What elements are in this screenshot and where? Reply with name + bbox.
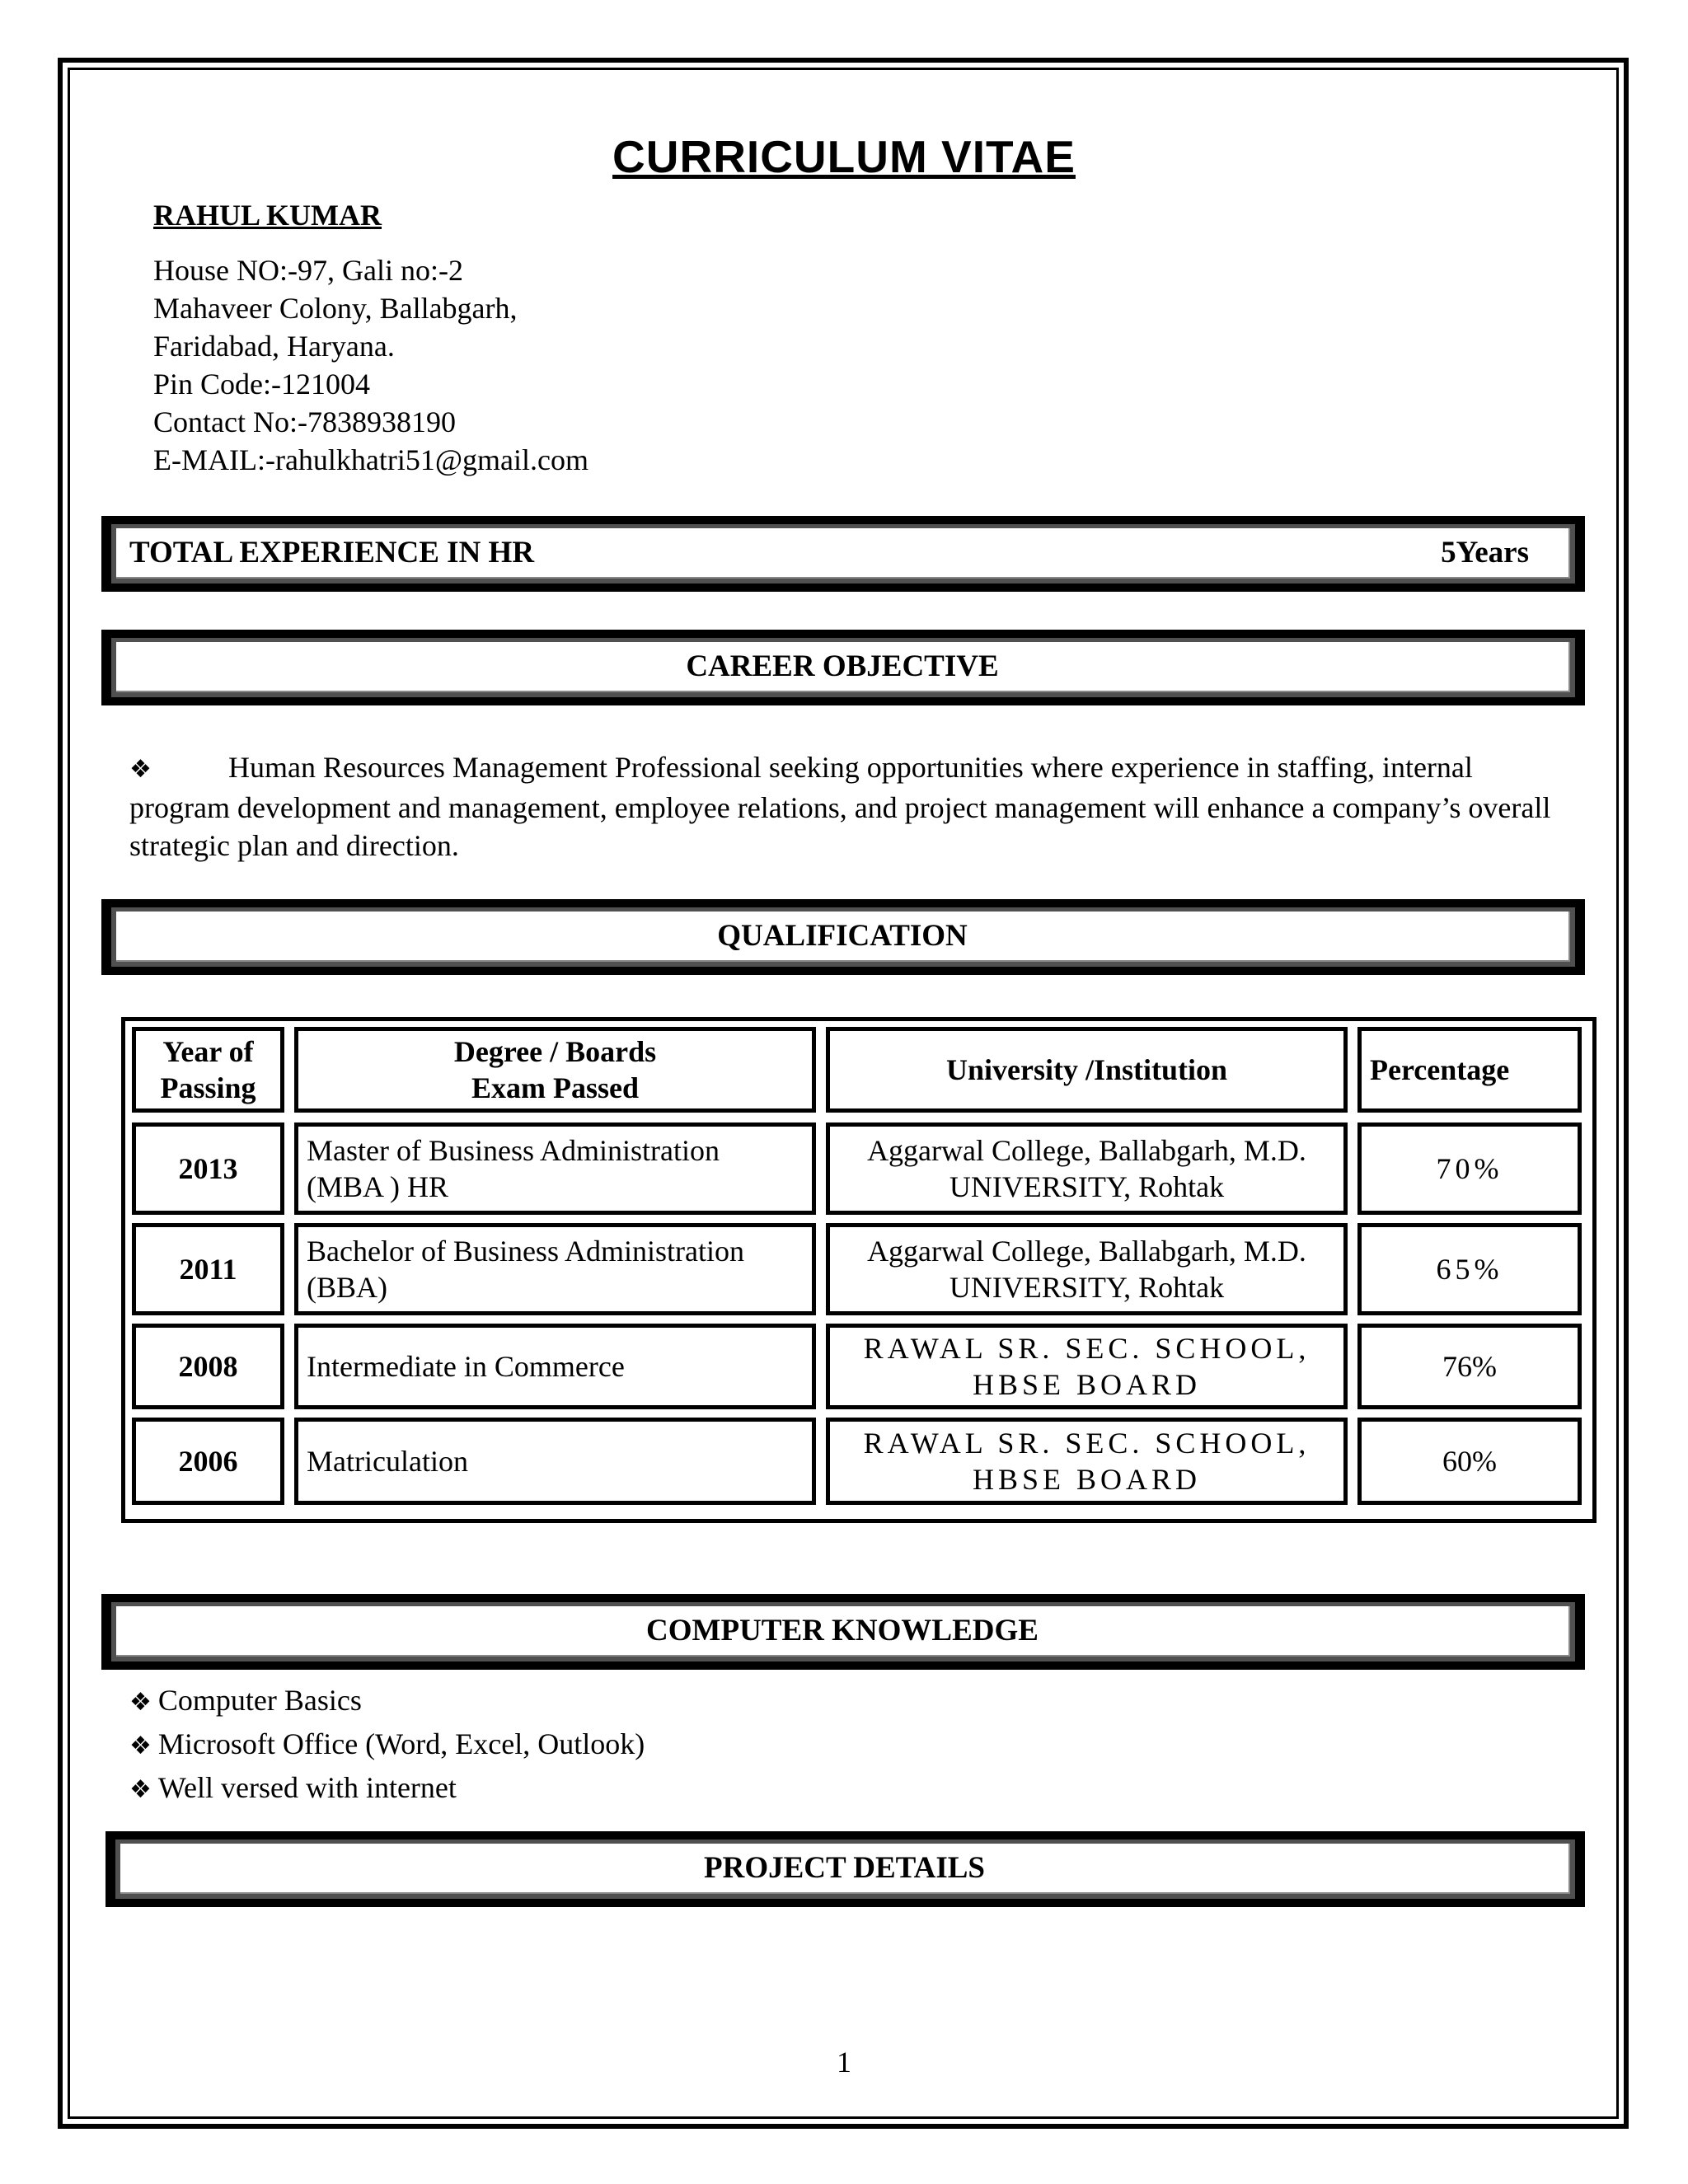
address-line: Faridabad, Haryana.: [153, 330, 395, 363]
header-university: University /Institution: [826, 1027, 1348, 1113]
pin-code: Pin Code:-121004: [153, 368, 371, 401]
row-percentage: 65%: [1357, 1223, 1582, 1315]
qualification-heading-bar: [101, 899, 1585, 975]
project-details-heading: PROJECT DETAILS: [120, 1844, 1570, 1894]
project-details-heading-bar: [106, 1831, 1585, 1907]
address-line: House NO:-97, Gali no:-2: [153, 254, 463, 287]
experience-label: TOTAL EXPERIENCE IN HR: [129, 536, 535, 569]
document-title: CURRICULUM VITAE: [612, 131, 1076, 182]
header-degree: Degree / Boards Exam Passed: [294, 1027, 816, 1113]
header-percentage: Percentage: [1357, 1027, 1582, 1113]
diamond-bullet-icon: ❖: [129, 1775, 152, 1804]
computer-knowledge-list: [129, 1680, 645, 1811]
list-item: ❖ Computer Basics: [129, 1684, 362, 1717]
row-institution: RAWAL SR. SEC. SCHOOL, HBSE BOARD: [826, 1324, 1348, 1409]
row-percentage: 76%: [1357, 1324, 1582, 1409]
career-objective-text: [129, 748, 1555, 865]
row-degree: Intermediate in Commerce: [294, 1324, 816, 1409]
header-year: Year of Passing: [132, 1027, 284, 1113]
row-degree: Bachelor of Business Administration (BBA): [294, 1223, 816, 1315]
row-institution: Aggarwal College, Ballabgarh, M.D. UNIVERSITY, Rohtak: [826, 1122, 1348, 1215]
career-objective-heading-bar: [101, 630, 1585, 705]
row-degree: Matriculation: [294, 1418, 816, 1505]
row-year: 2006: [132, 1418, 284, 1505]
computer-knowledge-heading-bar: [101, 1594, 1585, 1670]
experience-bar: [101, 516, 1585, 592]
page-number: 1: [837, 2046, 851, 2079]
row-institution: RAWAL SR. SEC. SCHOOL, HBSE BOARD: [826, 1418, 1348, 1505]
address-line: Mahaveer Colony, Ballabgarh,: [153, 292, 518, 325]
qualification-table: [121, 1017, 1597, 1523]
list-item: ❖ Well versed with internet: [129, 1771, 457, 1804]
diamond-bullet-icon: ❖: [129, 755, 152, 784]
row-percentage: 60%: [1357, 1418, 1582, 1505]
diamond-bullet-icon: ❖: [129, 1732, 152, 1760]
row-degree: Master of Business Administration (MBA ) HR: [294, 1122, 816, 1215]
computer-knowledge-heading: COMPUTER KNOWLEDGE: [116, 1606, 1570, 1657]
email: E-MAIL:-rahulkhatri51@gmail.com: [153, 443, 589, 476]
objective-paragraph: Human Resources Management Professional seeking opportunities where experience in staffing, internal program development and management, employee relations, and project management will enhance a company’s overall strategic plan and direction.: [129, 751, 1551, 862]
career-objective-heading: CAREER OBJECTIVE: [116, 642, 1570, 692]
list-item: ❖ Microsoft Office (Word, Excel, Outlook): [129, 1727, 645, 1760]
address-block: [153, 251, 588, 479]
contact-number: Contact No:-7838938190: [153, 405, 456, 438]
row-year: 2008: [132, 1324, 284, 1409]
row-year: 2013: [132, 1122, 284, 1215]
diamond-bullet-icon: ❖: [129, 1688, 152, 1717]
row-percentage: 70%: [1357, 1122, 1582, 1215]
candidate-name: RAHUL KUMAR: [153, 199, 382, 232]
qualification-heading: QUALIFICATION: [116, 912, 1570, 962]
row-institution: Aggarwal College, Ballabgarh, M.D. UNIVERSITY, Rohtak: [826, 1223, 1348, 1315]
experience-value: 5Years: [1441, 536, 1529, 569]
row-year: 2011: [132, 1223, 284, 1315]
